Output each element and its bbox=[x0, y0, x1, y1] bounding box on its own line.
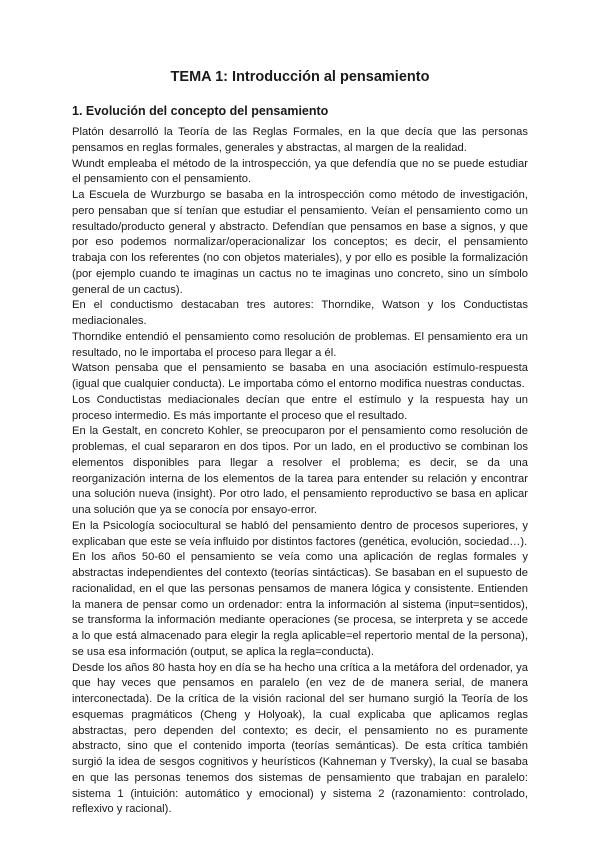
paragraph-thorndike: Thorndike entendió el pensamiento como resolución de problemas. El pensamiento era un resultado, no le importaba el proceso para llegar a él. bbox=[72, 330, 528, 359]
document-page bbox=[72, 0, 528, 848]
paragraph-platon: Platón desarrolló la Teoría de las Reglas Formales, en la que decía que las personas pensamos en reglas formales, generales y abstractas, al margen de la realidad. bbox=[72, 126, 528, 154]
paragraph-mediacionales: Los Conductistas mediacionales decían que entre el estímulo y la respuesta hay un proceso intermedio. Es más importante el proceso que el resultado. bbox=[72, 393, 528, 422]
paragraph-watson: Watson pensaba que el pensamiento se basaba en una asociación estímulo-respuesta (igual que cualquier conducta). Le importaba cómo el entorno modifica nuestras conductas. bbox=[72, 362, 528, 390]
paragraph-wundt: Wundt empleaba el método de la introspección, ya que defendía que no se puede estudiar el pensamiento con el pensamiento. bbox=[72, 157, 528, 186]
paragraph-conductismo: En el conductismo destacaban tres autores: Thorndike, Watson y los Conductistas mediacionales. bbox=[72, 299, 528, 327]
paragraph-gestalt: En la Gestalt, en concreto Kohler, se preocuparon por el pensamiento como resolución de problemas, el cual separaron en dos tipos. Por un lado, en el productivo se combinan los elementos disponibles para llegar a resolver el problema; es decir, se da una reorganización interna de los elementos de la tarea para entender su relación y encontrar una solución nueva (insight). Por otro lado, el pensamiento reproductivo se basa en aplicar una solución que ya se conocía por ensayo-error. bbox=[72, 425, 528, 516]
paragraph-wurzburgo: La Escuela de Wurzburgo se basaba en la introspección como método de investigación, pero pensaban que sí tenían que estudiar el pensamiento. Veían el pensamiento como un resultado/producto general y abstracto. Defendían que pensamos en base a signos, y que por eso podemos normalizar/operacionalizar los conceptos; es decir, el pensamiento trabaja con los referentes (no con objetos materiales), y por ello es posible la formalización (por ejemplo cuando te imaginas un cactus no te imaginas uno concreto, sino un símbolo general de un cactus). bbox=[72, 189, 528, 296]
document-title: TEMA 1: Introducción al pensamiento bbox=[170, 69, 430, 85]
section-heading: 1. Evolución del concepto del pensamiento bbox=[72, 104, 329, 118]
paragraph-sociocultural: En la Psicología sociocultural se habló del pensamiento dentro de procesos superiores, y explicaban que este se veía influido por distintos factores (genética, evolución, sociedad…). bbox=[72, 519, 528, 548]
paragraph-anos-80: Desde los años 80 hasta hoy en día se ha hecho una crítica a la metáfora del ordenador, ya que hay veces que pensamos en paralelo (en vez de de manera serial, de manera interconectada). De la crítica de la visión racional del ser humano surgió la Teoría de los esquemas pragmáticos (Cheng y Holyoak), la cual explicaba que aplicamos reglas abstractas, pero dependen del contexto; es decir, el pensamiento no es puramente abstracto, sino que el contenido importa (teorías semánticas). De esta crítica también surgió la idea de sesgos cognitivos y heurísticos (Kahneman y Tversky), la cual se basaba en que las personas tenemos dos sistemas de pensamiento que trabajan en paralelo: sistema 1 (intuición: automático y emocional) y sistema 2 (razonamiento: controlado, reflexivo y racional). bbox=[72, 661, 528, 816]
paragraph-anos-50-60: En los años 50-60 el pensamiento se veía como una aplicación de reglas formales y abstractas independientes del contexto (teorías sintácticas). Se basaban en el supuesto de racionalidad, en el que las personas pensamos de manera lógica y consistente. Entienden la manera de pensar como un ordenador: entra la información al sistema (input=sentidos), se transforma la información mediante operaciones (se procesa, se interpreta y se accede a lo que está almacenado para elegir la regla aplicable=el repertorio mental de la persona), se usa esa información (output, se aplica la regla=conducta). bbox=[72, 551, 528, 658]
section-body bbox=[72, 125, 528, 818]
